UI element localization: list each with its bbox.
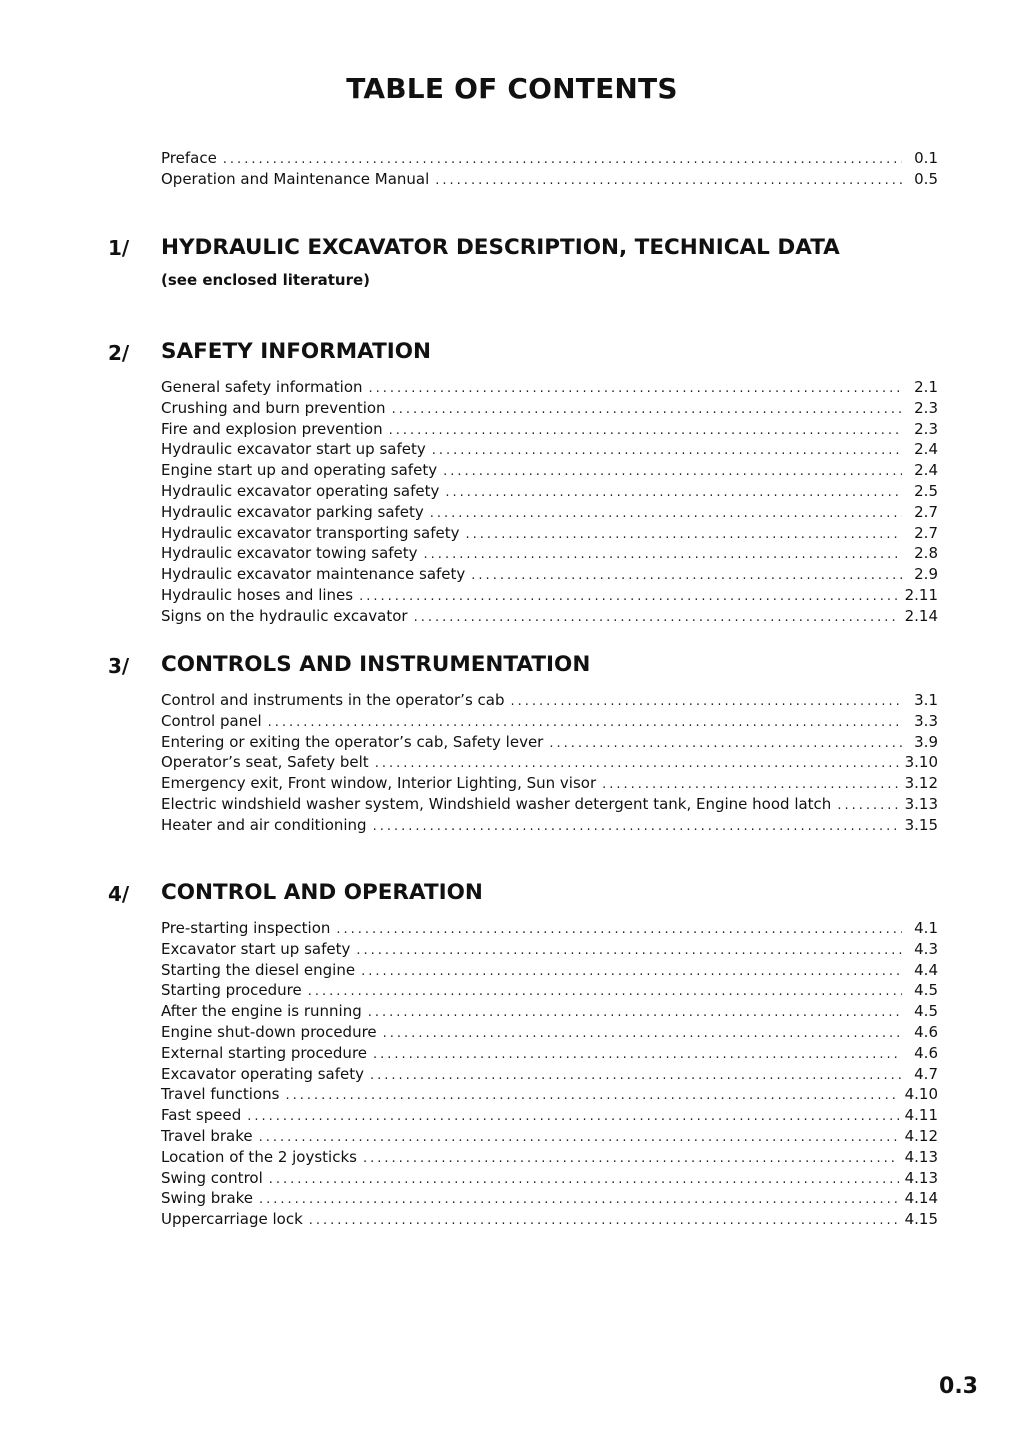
toc-entry-page: 2.3 [914, 419, 938, 438]
dot-leader [389, 421, 902, 442]
toc-entry-page: 3.15 [904, 815, 938, 834]
section-title-2: SAFETY INFORMATION [161, 339, 432, 364]
dot-leader [308, 982, 902, 1003]
toc-entry-label: Hydraulic excavator operating safety [161, 481, 440, 500]
toc-entry[interactable] [161, 1105, 938, 1126]
toc-entry[interactable] [161, 1084, 938, 1105]
toc-entry-page: 4.1 [914, 919, 938, 937]
section-4-entries [161, 918, 938, 1230]
toc-entry-page: 0.5 [914, 169, 938, 188]
toc-entry-page: 3.12 [904, 774, 938, 793]
toc-entry[interactable] [161, 960, 938, 981]
toc-entry-label: Travel brake [161, 1126, 253, 1145]
section-2-entries [161, 377, 938, 627]
dot-leader [445, 483, 902, 504]
toc-entry[interactable] [161, 1147, 938, 1168]
toc-entry-page: 3.13 [904, 794, 938, 813]
toc-entry[interactable] [161, 815, 938, 836]
toc-entry-label: Operation and Maintenance Manual [161, 169, 430, 188]
section-number-4: 4/ [108, 882, 130, 906]
toc-entry-label: Emergency exit, Front window, Interior Lighting, Sun visor [161, 774, 597, 793]
toc-entry[interactable] [161, 1064, 938, 1085]
dot-leader [602, 775, 898, 796]
dot-leader [336, 920, 902, 941]
dot-leader [361, 962, 902, 983]
toc-entry-label: Pre-starting inspection [161, 919, 331, 937]
toc-entry-page: 2.7 [914, 502, 938, 521]
toc-entry-page: 2.14 [904, 606, 938, 625]
dot-leader [510, 692, 902, 713]
toc-entry-label: Fast speed [161, 1106, 242, 1125]
toc-entry-label: Excavator operating safety [161, 1064, 364, 1083]
toc-entry-label: Hydraulic excavator transporting safety [161, 523, 460, 542]
toc-entry[interactable] [161, 794, 938, 815]
toc-entry[interactable] [161, 1001, 938, 1022]
toc-entry-page: 4.5 [914, 981, 938, 1000]
section-number-2: 2/ [108, 341, 130, 365]
toc-entry[interactable] [161, 398, 938, 419]
dot-leader [268, 713, 902, 734]
toc-entry[interactable] [161, 523, 938, 544]
dot-leader [432, 441, 902, 462]
toc-entry-page: 2.4 [914, 440, 938, 459]
section-number-1: 1/ [108, 236, 130, 260]
dot-leader [414, 608, 899, 629]
toc-entry-label: Control and instruments in the operator’s cab [161, 691, 505, 709]
toc-entry-page: 0.1 [914, 149, 938, 167]
toc-entry-page: 2.3 [914, 398, 938, 417]
section-note-1: (see enclosed literature) [161, 271, 371, 289]
toc-entry-page: 4.15 [904, 1210, 938, 1229]
dot-leader [837, 796, 898, 817]
toc-entry-label: Swing brake [161, 1189, 254, 1208]
toc-entry-label: Excavator start up safety [161, 939, 351, 958]
toc-entry-operation-manual[interactable] [161, 169, 938, 190]
dot-leader [368, 1003, 902, 1024]
toc-entry[interactable] [161, 585, 938, 606]
dot-leader [430, 504, 902, 525]
toc-entry[interactable] [161, 543, 938, 564]
toc-entry-label: Entering or exiting the operator’s cab, Safety lever [161, 732, 544, 751]
toc-entry[interactable] [161, 419, 938, 440]
toc-entry-label: Heater and air conditioning [161, 815, 367, 834]
dot-leader [373, 817, 899, 838]
toc-entry-label: Starting the diesel engine [161, 960, 356, 979]
toc-entry-label: Hydraulic excavator maintenance safety [161, 565, 466, 584]
section-title-4: CONTROL AND OPERATION [161, 880, 483, 905]
toc-entry-page: 4.12 [904, 1126, 938, 1145]
toc-entry-page: 2.4 [914, 461, 938, 480]
dot-leader [424, 545, 902, 566]
dot-leader [259, 1128, 899, 1149]
toc-entry[interactable] [161, 690, 938, 711]
toc-entry-page: 2.5 [914, 481, 938, 500]
dot-leader [375, 754, 899, 775]
toc-entry[interactable] [161, 918, 938, 939]
dot-leader [223, 150, 902, 171]
section-title-1: HYDRAULIC EXCAVATOR DESCRIPTION, TECHNICAL DATA [161, 235, 840, 260]
section-title-3: CONTROLS AND INSTRUMENTATION [161, 652, 591, 677]
dot-leader [466, 525, 902, 546]
toc-entry-label: Travel functions [161, 1085, 280, 1104]
toc-entry-page: 4.6 [914, 1043, 938, 1062]
dot-leader [363, 1149, 899, 1170]
page-title: TABLE OF CONTENTS [346, 72, 678, 105]
toc-entry-label: External starting procedure [161, 1043, 368, 1062]
dot-leader [435, 171, 902, 192]
toc-entry-label: Hydraulic excavator towing safety [161, 544, 418, 563]
toc-entry-label: After the engine is running [161, 1002, 362, 1021]
dot-leader [392, 400, 902, 421]
toc-entry-label: Location of the 2 joysticks [161, 1147, 357, 1166]
toc-entry-label: Swing control [161, 1168, 263, 1187]
toc-entry[interactable] [161, 732, 938, 753]
toc-entry-page: 3.9 [914, 732, 938, 751]
toc-entry-label: Signs on the hydraulic excavator [161, 606, 408, 625]
toc-entry-label: Fire and explosion prevention [161, 419, 383, 438]
dot-leader [356, 941, 902, 962]
toc-entry-page: 4.6 [914, 1022, 938, 1041]
toc-entry-preface[interactable] [161, 148, 938, 169]
toc-entry-label: Control panel [161, 711, 262, 730]
dot-leader [247, 1107, 898, 1128]
toc-entry[interactable] [161, 502, 938, 523]
toc-entry[interactable] [161, 939, 938, 960]
dot-leader [370, 1066, 902, 1087]
toc-entry[interactable] [161, 1126, 938, 1147]
toc-entry-page: 3.1 [914, 691, 938, 709]
toc-entry[interactable] [161, 481, 938, 502]
toc-entry-page: 2.11 [904, 585, 938, 604]
toc-entry-page: 4.13 [904, 1168, 938, 1187]
toc-entry-label: Engine shut-down procedure [161, 1022, 377, 1041]
toc-entry[interactable] [161, 606, 938, 627]
dot-leader [285, 1086, 898, 1107]
dot-leader [259, 1190, 899, 1211]
toc-entry-page: 4.14 [904, 1189, 938, 1208]
toc-entry-label: Hydraulic excavator start up safety [161, 440, 426, 459]
toc-entry-label: Engine start up and operating safety [161, 461, 438, 480]
toc-entry[interactable] [161, 980, 938, 1001]
toc-entry-page: 2.1 [914, 378, 938, 396]
toc-entry-page: 2.7 [914, 523, 938, 542]
toc-entry-page: 2.8 [914, 544, 938, 563]
dot-leader [373, 1045, 902, 1066]
dot-leader [309, 1211, 899, 1232]
section-3-entries [161, 690, 938, 836]
toc-entry[interactable] [161, 711, 938, 732]
toc-entry[interactable] [161, 377, 938, 398]
toc-entry-page: 4.4 [914, 960, 938, 979]
toc-entry-label: Uppercarriage lock [161, 1210, 303, 1229]
dot-leader [383, 1024, 902, 1045]
toc-entry-page: 3.3 [914, 711, 938, 730]
toc-entry[interactable] [161, 752, 938, 773]
toc-entry-label: Hydraulic excavator parking safety [161, 502, 424, 521]
toc-entry-page: 4.10 [904, 1085, 938, 1104]
dot-leader [359, 587, 899, 608]
toc-entry-label: Electric windshield washer system, Windshield washer detergent tank, Engine hood latch [161, 794, 832, 813]
toc-entry[interactable] [161, 1209, 938, 1230]
toc-entry-page: 4.11 [904, 1106, 938, 1125]
section-number-3: 3/ [108, 654, 130, 678]
toc-entry-page: 4.13 [904, 1147, 938, 1166]
toc-entry-label: Preface [161, 149, 217, 167]
toc-entry[interactable] [161, 1168, 938, 1189]
toc-entry-page: 3.10 [904, 753, 938, 772]
toc-entry[interactable] [161, 439, 938, 460]
dot-leader [471, 566, 902, 587]
dot-leader [269, 1170, 899, 1191]
page-number: 0.3 [939, 1374, 978, 1399]
dot-leader [549, 734, 902, 755]
toc-entry-label: Starting procedure [161, 981, 302, 1000]
toc-entry[interactable] [161, 460, 938, 481]
toc-entry-page: 4.3 [914, 939, 938, 958]
toc-entry-page: 4.7 [914, 1064, 938, 1083]
toc-entry-label: General safety information [161, 378, 363, 396]
toc-entry[interactable] [161, 1043, 938, 1064]
toc-entry-label: Hydraulic hoses and lines [161, 585, 354, 604]
toc-entry[interactable] [161, 1022, 938, 1043]
dot-leader [443, 462, 902, 483]
toc-entry-page: 2.9 [914, 565, 938, 584]
toc-entry-label: Crushing and burn prevention [161, 398, 386, 417]
toc-entry-label: Operator’s seat, Safety belt [161, 753, 369, 772]
toc-entry-page: 4.5 [914, 1002, 938, 1021]
toc-entry[interactable] [161, 1188, 938, 1209]
toc-entry[interactable] [161, 773, 938, 794]
toc-entry[interactable] [161, 564, 938, 585]
intro-entries [161, 148, 938, 190]
dot-leader [369, 379, 903, 400]
